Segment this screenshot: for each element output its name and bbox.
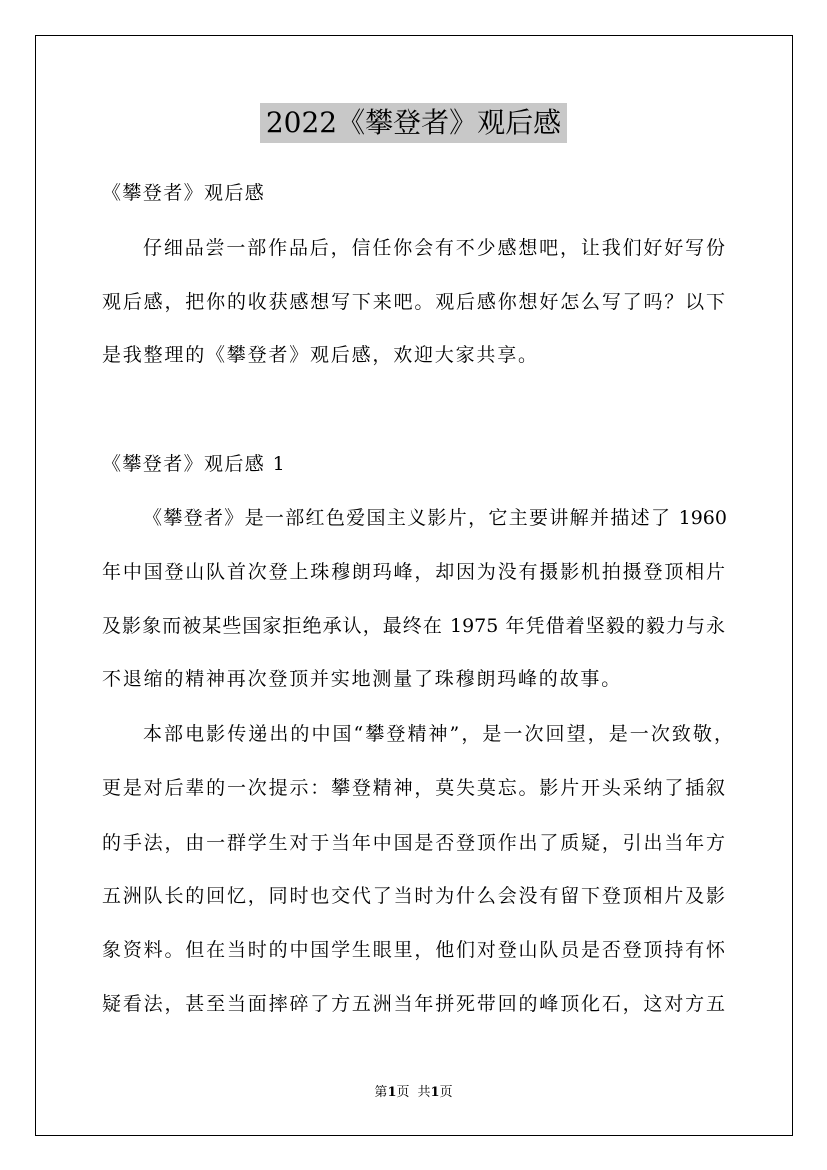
paragraph-line: 象资料。但在当时的中国学生眼里，他们对登山队员是否登顶持有怀 (102, 939, 725, 961)
paragraph-line: 不退缩的精神再次登顶并实地测量了珠穆朗玛峰的故事。 (102, 668, 623, 690)
paragraph-line: 年中国登山队首次登上珠穆朗玛峰，却因为没有摄影机拍摄登顶相片 (102, 561, 725, 583)
footer-label: 共 (417, 1085, 431, 1100)
page-footer (0, 1084, 827, 1102)
footer-label: 页 (396, 1085, 410, 1100)
paragraph-line: 及影象而被某些国家拒绝承认，最终在 1975 年凭借着坚毅的毅力与永 (102, 615, 725, 637)
footer-label: 第 (374, 1085, 388, 1100)
paragraph-line: 疑看法，甚至当面摔碎了方五洲当年拼死带回的峰顶化石，这对方五 (102, 993, 725, 1015)
paragraph-line: 本部电影传递出的中国“攀登精神”，是一次回望，是一次致敬， (143, 723, 733, 745)
paragraph-line: 仔细品尝一部作品后，信任你会有不少感想吧，让我们好好写份 (143, 237, 725, 259)
paragraph-line: 的手法，由一群学生对于当年中国是否登顶作出了质疑，引出当年方 (102, 832, 725, 854)
footer-label: 页 (439, 1085, 453, 1100)
document-title: 2022《攀登者》观后感 (260, 103, 567, 143)
paragraph-line: 《攀登者》是一部红色爱国主义影片，它主要讲解并描述了 1960 (143, 507, 727, 529)
paragraph-line: 五洲队长的回忆，同时也交代了当时为什么会没有留下登顶相片及影 (102, 885, 725, 907)
paragraph-line: 更是对后辈的一次提示：攀登精神，莫失莫忘。影片开头采纳了插叙 (102, 777, 725, 799)
current-page-number: 1 (387, 1085, 397, 1100)
paragraph-line: 观后感，把你的收获感想写下来吧。观后感你想好怎么写了吗？以下 (102, 291, 725, 313)
total-pages-number: 1 (430, 1085, 440, 1100)
document-subtitle: 《攀登者》观后感 (102, 182, 266, 204)
paragraph-line: 是我整理的《攀登者》观后感，欢迎大家共享。 (102, 344, 539, 366)
section-heading: 《攀登者》观后感 1 (102, 453, 287, 475)
